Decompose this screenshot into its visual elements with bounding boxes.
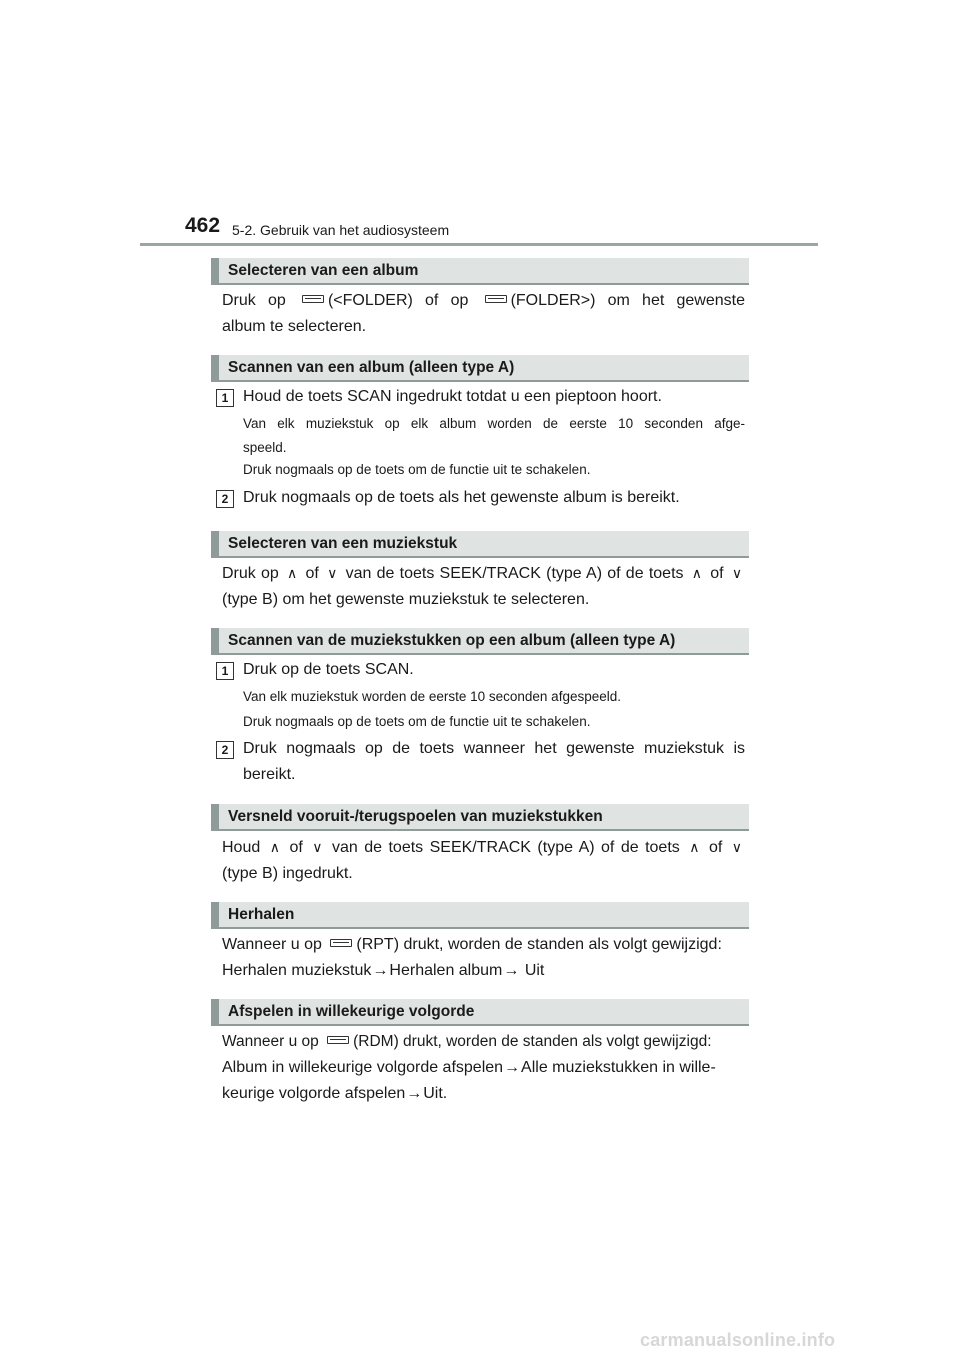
chevron-up-icon: ∧ [691,565,702,581]
section-title: Selecteren van een muziekstuk [228,535,458,552]
section-title: Scannen van een album (alleen type A) [228,359,515,376]
section-heading-album-scan [211,355,749,382]
section-heading-track-scan [211,628,749,655]
paragraph-line [222,1055,745,1081]
section-heading-random [211,999,749,1026]
chevron-down-icon: ∨ [731,839,743,855]
step-note: Druk nogmaals op de toets om de functie uit te schakelen. [243,462,591,477]
section-heading-repeat [211,902,749,929]
text-span: Alle muziekstukken in wille- [521,1059,716,1076]
step-text: Druk nogmaals op de toets als het gewenste album is bereikt. [243,489,680,506]
random-paragraph [222,1029,745,1107]
step-text [243,736,745,788]
text-span: Uit [524,962,545,979]
paragraph-line: album te selecteren. [222,318,367,335]
running-header: 5-2. Gebruik van het audiosysteem [232,222,450,238]
text-span: (FOLDER>) om het gewenste [510,292,745,309]
chevron-down-icon: ∨ [327,565,338,581]
paragraph-line [222,560,745,587]
chevron-up-icon: ∧ [689,839,700,855]
text-span: Houd [222,839,261,856]
chevron-up-icon: ∧ [287,565,298,581]
step-note: Druk nogmaals op de toets om de functie uit te schakelen. [243,714,591,729]
step-text: Druk op de toets SCAN. [243,661,414,678]
watermark: carmanualsonline.info [640,1330,836,1350]
section-title: Herhalen [228,906,295,923]
arrow-right-icon: → [372,962,389,979]
section-heading-album-select [211,258,749,285]
text-span: of [305,565,319,582]
chevron-up-icon: ∧ [269,839,280,855]
text-span: Druk op [222,292,286,309]
step-number-box: 1 [216,662,234,680]
step-note [243,412,745,460]
text-span: Druk op [222,565,279,582]
text-span: Uit. [423,1085,448,1102]
step-text: Houd de toets SCAN ingedrukt totdat u een pieptoon hoort. [243,388,662,405]
step-note: Van elk muziekstuk worden de eerste 10 seconden afgespeeld. [243,689,621,704]
arrow-right-icon: → [406,1085,423,1102]
chevron-down-icon: ∨ [731,565,743,581]
paragraph-line [222,834,745,861]
paragraph-line: (type B) ingedrukt. [222,865,353,882]
text-span: Wanneer u op [222,936,322,953]
button-icon [302,295,324,303]
paragraph-line [222,958,745,984]
step-line: Druk nogmaals op de toets wanneer het gewenste muziekstuk is [243,740,745,757]
text-span: of [289,839,303,856]
button-icon [330,939,352,947]
step-number-box: 2 [216,741,234,759]
step-number-box: 2 [216,490,234,508]
repeat-paragraph [222,932,745,984]
button-icon [327,1036,349,1044]
section-title: Scannen van de muziekstukken op een album (alleen type A) [228,632,676,649]
text-span: Wanneer u op [222,1033,319,1050]
text-span: (RPT) drukt, worden de standen als volgt gewijzigd: [356,936,722,953]
track-select-paragraph [222,560,745,613]
section-title: Versneld vooruit-/terugspoelen van muziekstukken [228,808,603,825]
text-span: of [710,565,724,582]
note-line: Van elk muziekstuk op elk album worden de eerste 10 seconden afge- [243,416,745,431]
page-number: 462 [185,214,221,237]
text-span: van de toets SEEK/TRACK (type A) of de toets [345,565,684,582]
paragraph-line [222,288,745,314]
section-title: Selecteren van een album [228,262,419,279]
text-span: Album in willekeurige volgorde afspelen [222,1059,504,1076]
arrow-right-icon: → [504,1059,521,1076]
section-title: Afspelen in willekeurige volgorde [228,1003,475,1020]
header-rule [140,243,818,246]
paragraph-line [222,932,745,958]
text-span: (RDM) drukt, worden de standen als volgt gewijzigd: [353,1033,712,1050]
text-span: van de toets SEEK/TRACK (type A) of de toets [331,839,680,856]
step-line: bereikt. [243,766,296,783]
paragraph-line: (type B) om het gewenste muziekstuk te selecteren. [222,591,590,608]
paragraph-line [222,1081,745,1107]
step-number-box: 1 [216,389,234,407]
text-span: keurige volgorde afspelen [222,1085,406,1102]
section-heading-fast-forward [211,804,749,831]
button-icon [485,295,507,303]
album-select-paragraph [222,288,745,340]
chevron-down-icon: ∨ [312,839,323,855]
arrow-right-icon: → [503,962,520,979]
section-heading-track-select [211,531,749,558]
text-span: of [708,839,723,856]
note-line: speeld. [243,440,287,455]
fast-forward-paragraph [222,834,745,887]
text-span: Herhalen muziekstuk [222,962,372,979]
paragraph-line [222,1029,745,1055]
text-span: (<FOLDER) of op [327,292,469,309]
text-span: Herhalen album [389,962,503,979]
